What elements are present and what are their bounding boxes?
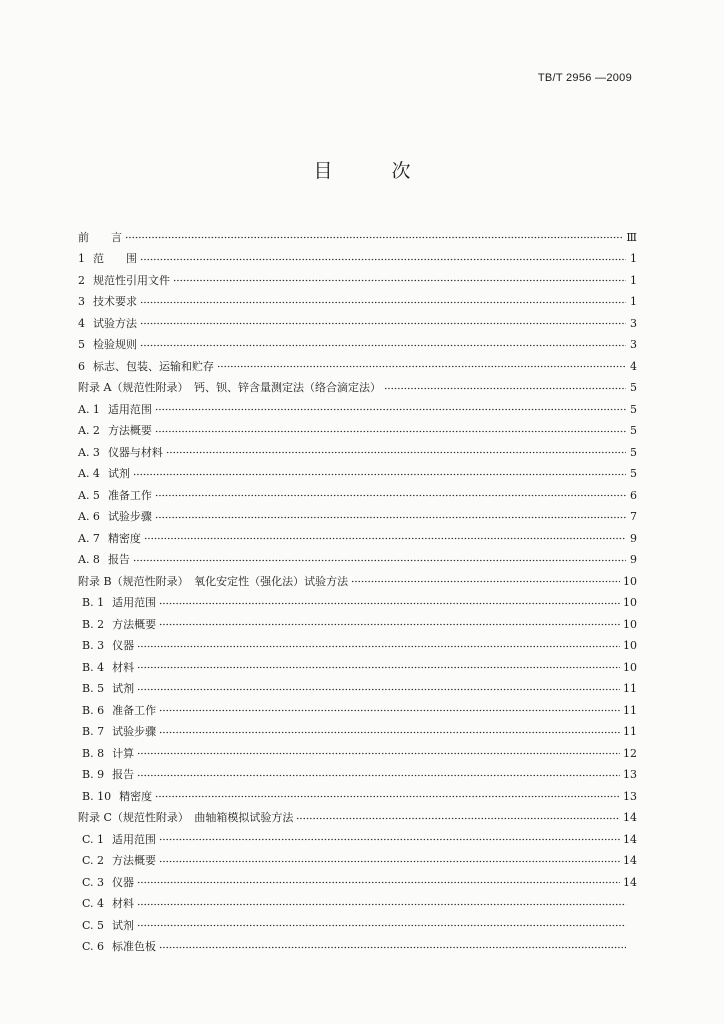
toc-entry[interactable]: [78, 786, 637, 808]
toc-entry[interactable]: [78, 614, 637, 636]
toc-entry-label: 准备工作: [112, 703, 157, 717]
toc-entry-leader: [217, 361, 626, 373]
toc-entry-page: 10: [623, 574, 637, 588]
toc-entry-page: 3: [630, 316, 637, 330]
toc-entry-number: 1: [78, 252, 85, 266]
toc-entry[interactable]: [78, 743, 637, 765]
toc-entry-number: A. 8: [78, 553, 100, 567]
toc-entry-leader: [137, 898, 626, 910]
toc-entry-number: C. 4: [82, 897, 105, 911]
toc-entry-label: 试剂: [112, 918, 135, 932]
toc-entry-label: 仪器: [112, 639, 135, 653]
toc-entry-leader: [137, 662, 620, 674]
toc-entry-page: 10: [623, 596, 637, 610]
toc-entry-leader: [155, 791, 620, 803]
toc-entry-label: 试剂: [107, 467, 130, 481]
toc-entry-label: 试验方法: [93, 316, 137, 330]
toc-entry[interactable]: [78, 399, 637, 421]
toc-entry-page: Ⅲ: [626, 230, 637, 244]
toc-entry[interactable]: [78, 700, 637, 722]
toc-entry-number: C. 2: [82, 854, 105, 868]
toc-entry-label: 精密度: [119, 789, 153, 803]
toc-entry[interactable]: [78, 227, 637, 249]
toc-entry-page: 5: [630, 381, 637, 395]
toc-entry-page: 11: [623, 703, 637, 717]
toc-entry-leader: [159, 855, 620, 867]
toc-entry[interactable]: [78, 765, 637, 787]
toc-entry-label: 附录 C（规范性附录） 曲轴箱模拟试验方法: [78, 811, 294, 825]
toc-entry-number: B. 10: [82, 789, 112, 803]
toc-entry-page: 9: [630, 553, 637, 567]
toc-entry-number: B. 6: [82, 703, 105, 717]
toc-entry[interactable]: [78, 636, 637, 658]
toc-entry-leader: [173, 275, 626, 287]
toc-entry-label: 准备工作: [107, 488, 152, 502]
toc-entry-number: A. 3: [78, 445, 100, 459]
toc-entry-page: 6: [630, 488, 637, 502]
toc-entry-number: B. 9: [82, 768, 105, 782]
toc-entry-leader: [155, 490, 626, 502]
toc-entry-label: 材料: [112, 897, 135, 911]
toc-entry-label: 适用范围: [112, 596, 157, 610]
toc-entry-label: 仪器: [112, 875, 135, 889]
toc-entry-leader: [159, 834, 620, 846]
toc-entry-number: B. 4: [82, 660, 105, 674]
toc-entry[interactable]: [78, 528, 637, 550]
toc-entry-number: C. 1: [82, 832, 105, 846]
toc-entry-page: 13: [623, 789, 637, 803]
toc-entry-label: 附录 A（规范性附录） 钙、钡、锌含量测定法（络合滴定法）: [78, 381, 381, 395]
toc-entry-leader: [159, 726, 620, 738]
document-number: TB/T 2956 —2009: [537, 72, 632, 84]
toc-entry-label: 技术要求: [93, 295, 137, 309]
toc-entry-label: 标志、包装、运输和贮存: [93, 359, 214, 373]
toc-entry-page: 5: [630, 445, 637, 459]
toc-entry[interactable]: [78, 915, 637, 937]
toc-entry-page: 1: [630, 273, 637, 287]
toc-entry-leader: [351, 576, 620, 588]
toc-entry-label: 仪器与材料: [107, 445, 163, 459]
toc-entry-leader: [137, 877, 620, 889]
toc-entry-leader: [133, 554, 626, 566]
toc-entry[interactable]: [78, 356, 637, 378]
toc-entry[interactable]: [78, 292, 637, 314]
toc-entry-label: 规范性引用文件: [93, 273, 170, 287]
toc-entry-leader: [137, 640, 620, 652]
toc-entry-number: A. 6: [78, 510, 100, 524]
toc-entry[interactable]: [78, 937, 637, 959]
toc-entry-label: 试剂: [112, 682, 135, 696]
toc-entry-number: B. 7: [82, 725, 105, 739]
toc-entry-page: 14: [623, 811, 637, 825]
toc-entry[interactable]: [78, 808, 637, 830]
toc-entry-page: 7: [630, 510, 637, 524]
toc-entry[interactable]: [78, 571, 637, 593]
toc-entry[interactable]: [78, 270, 637, 292]
toc-entry-number: 4: [78, 316, 85, 330]
toc-entry-leader: [133, 468, 626, 480]
toc-entry-page: 5: [630, 424, 637, 438]
toc-entry-label: 适用范围: [107, 402, 152, 416]
toc-entry[interactable]: [78, 507, 637, 529]
toc-entry-leader: [166, 447, 626, 459]
toc-entry-leader: [137, 748, 620, 760]
toc-entry-page: 14: [623, 832, 637, 846]
toc-entry-number: 2: [78, 273, 85, 287]
toc-entry-label: 标准色板: [112, 940, 157, 954]
toc-entry-label: 报告: [107, 553, 130, 567]
toc-entry-number: B. 3: [82, 639, 105, 653]
toc-entry-label: 计算: [112, 746, 135, 760]
toc-entry-leader: [137, 920, 626, 932]
toc-entry-leader: [155, 404, 626, 416]
toc-entry-page: 14: [623, 854, 637, 868]
toc-entry[interactable]: [78, 442, 637, 464]
toc-entry-page: 10: [623, 660, 637, 674]
toc-entry-page: 1: [630, 252, 637, 266]
toc-entry-leader: [144, 533, 626, 545]
toc-entry-number: B. 2: [82, 617, 105, 631]
toc-entry-label: 检验规则: [93, 338, 137, 352]
toc-entry-leader: [140, 253, 626, 265]
toc-entry-page: 13: [623, 768, 637, 782]
table-of-contents: [78, 227, 637, 958]
toc-entry-leader: [140, 296, 626, 308]
toc-entry-label: 报告: [112, 768, 135, 782]
toc-entry-number: 6: [78, 359, 85, 373]
toc-entry[interactable]: [78, 829, 637, 851]
toc-entry-label: 附录 B（规范性附录） 氧化安定性（强化法）试验方法: [78, 574, 349, 588]
toc-entry-leader: [137, 683, 620, 695]
toc-entry-leader: [155, 511, 626, 523]
toc-entry-number: A. 2: [78, 424, 100, 438]
toc-entry-number: C. 3: [82, 875, 105, 889]
toc-entry-leader: [125, 232, 623, 244]
toc-entry-page: 3: [630, 338, 637, 352]
toc-entry[interactable]: [78, 872, 637, 894]
toc-entry-number: 5: [78, 338, 85, 352]
toc-entry-leader: [159, 619, 620, 631]
toc-entry-label: 适用范围: [112, 832, 157, 846]
toc-entry-number: 3: [78, 295, 85, 309]
toc-entry-page: 5: [630, 467, 637, 481]
toc-entry-page: 11: [623, 725, 637, 739]
toc-entry[interactable]: [78, 593, 637, 615]
toc-entry-label: 方法概要: [112, 617, 157, 631]
toc-entry-label: 精密度: [107, 531, 141, 545]
toc-entry[interactable]: [78, 851, 637, 873]
toc-entry-page: 10: [623, 639, 637, 653]
toc-entry-label: 方法概要: [107, 424, 152, 438]
toc-entry-label: 材料: [112, 660, 135, 674]
toc-entry-page: 12: [623, 746, 637, 760]
toc-entry-label: 试验步骤: [112, 725, 157, 739]
toc-entry-leader: [159, 705, 620, 717]
toc-entry[interactable]: [78, 657, 637, 679]
toc-entry-number: A. 1: [78, 402, 100, 416]
toc-entry-page: 1: [630, 295, 637, 309]
toc-entry-number: A. 5: [78, 488, 100, 502]
toc-entry[interactable]: [78, 464, 637, 486]
toc-entry[interactable]: [78, 378, 637, 400]
toc-entry-page: 5: [630, 402, 637, 416]
toc-entry-number: A. 7: [78, 531, 100, 545]
toc-entry-leader: [140, 318, 626, 330]
toc-entry[interactable]: [78, 485, 637, 507]
toc-entry-leader: [140, 339, 626, 351]
toc-entry-number: B. 1: [82, 596, 105, 610]
toc-entry-label: 方法概要: [112, 854, 157, 868]
toc-entry-label: 范 围: [93, 252, 137, 266]
toc-entry-leader: [137, 769, 620, 781]
toc-entry[interactable]: [78, 679, 637, 701]
toc-entry-leader: [384, 382, 626, 394]
toc-entry-number: C. 6: [82, 940, 105, 954]
toc-entry[interactable]: [78, 550, 637, 572]
toc-entry-page: 10: [623, 617, 637, 631]
page-title: 目 次: [313, 160, 431, 182]
toc-entry-number: A. 4: [78, 467, 100, 481]
toc-entry-page: 4: [630, 359, 637, 373]
toc-entry[interactable]: [78, 421, 637, 443]
toc-entry-label: 前 言: [78, 230, 122, 244]
toc-entry-leader: [155, 425, 626, 437]
toc-entry[interactable]: [78, 722, 637, 744]
toc-entry[interactable]: [78, 249, 637, 271]
toc-entry-leader: [159, 597, 620, 609]
toc-entry-page: 9: [630, 531, 637, 545]
toc-entry[interactable]: [78, 894, 637, 916]
toc-entry-page: 14: [623, 875, 637, 889]
toc-entry-leader: [159, 941, 626, 953]
toc-entry-number: C. 5: [82, 918, 105, 932]
toc-entry-number: B. 8: [82, 746, 105, 760]
toc-entry-number: B. 5: [82, 682, 105, 696]
toc-entry[interactable]: [78, 335, 637, 357]
toc-entry[interactable]: [78, 313, 637, 335]
toc-entry-leader: [296, 812, 620, 824]
toc-entry-page: 11: [623, 682, 637, 696]
toc-entry-label: 试验步骤: [107, 510, 152, 524]
